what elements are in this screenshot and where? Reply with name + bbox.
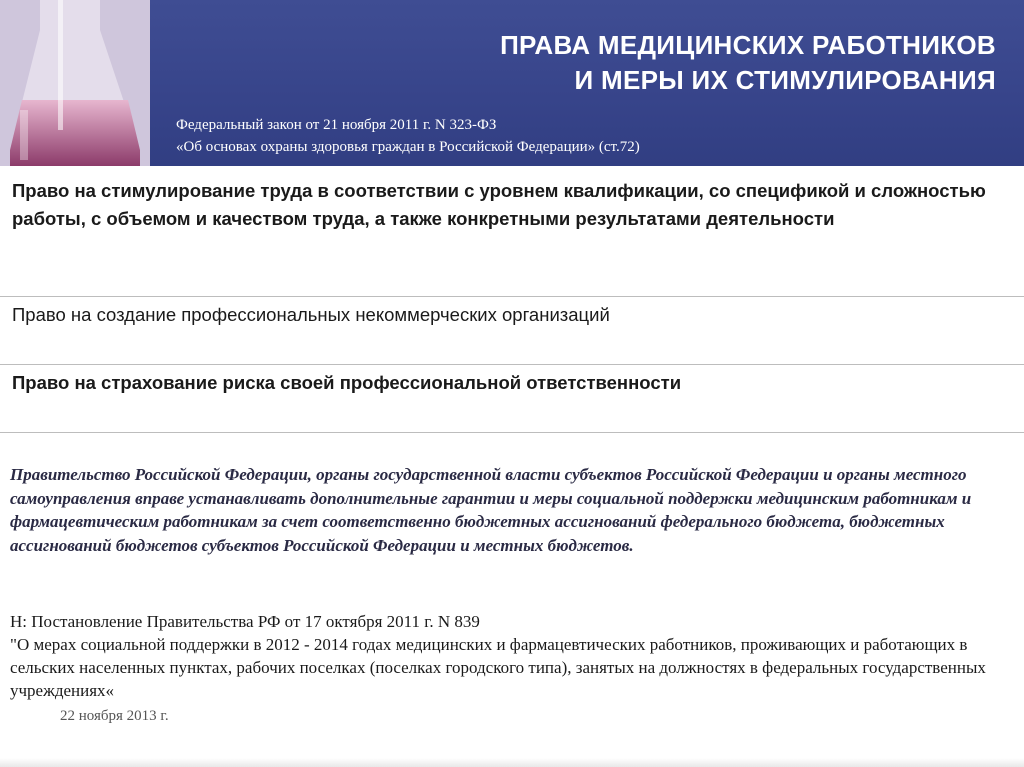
decree-line-2: "О мерах социальной поддержки в 2012 - 2014 годах медицинских и фармацевтических работников, проживающих и работающих в сельских населенных пунктах, рабочих поселках (поселках городского типа), занятых на должностях в федеральных государственных учреждениях« bbox=[10, 635, 986, 700]
law-line-2: «Об основах охраны здоровья граждан в Российской Федерации» (ст.72) bbox=[176, 139, 640, 155]
law-reference bbox=[176, 114, 640, 158]
page-title bbox=[296, 28, 996, 98]
right-item-insurance: Право на страхование риска своей профессиональной ответственности bbox=[0, 365, 1024, 433]
title-line-1: ПРАВА МЕДИЦИНСКИХ РАБОТНИКОВ bbox=[500, 30, 996, 60]
flask-icon bbox=[0, 0, 150, 166]
title-line-2: И МЕРЫ ИХ СТИМУЛИРОВАНИЯ bbox=[574, 65, 996, 95]
slide-date: 22 ноября 2013 г. bbox=[60, 708, 169, 724]
decree-line-1: Н: Постановление Правительства РФ от 17 октября 2011 г. N 839 bbox=[10, 612, 480, 631]
decree-reference bbox=[10, 610, 1015, 702]
right-item-organizations: Право на создание профессиональных некоммерческих организаций bbox=[0, 297, 1024, 365]
header-banner bbox=[0, 0, 1024, 166]
bottom-divider bbox=[0, 758, 1024, 767]
law-line-1: Федеральный закон от 21 ноября 2011 г. N 323-ФЗ bbox=[176, 117, 497, 133]
right-item-stimulation: Право на стимулирование труда в соответствии с уровнем квалификации, со спецификой и сложностью работы, с объемом и качеством труда, а также конкретными результатами деятельности bbox=[0, 166, 1024, 297]
flask-image bbox=[0, 0, 150, 166]
government-note: Правительство Российской Федерации, органы государственной власти субъектов Российской Федерации и органы местного самоуправления вправе устанавливать дополнительные гарантии и меры социальной поддержки медицинским работникам и фармацевтическим работникам за счет соответственно бюджетных ассигнований федерального бюджета, бюджетных ассигнований бюджетов субъектов Российской Федерации и местных бюджетов. bbox=[10, 465, 972, 555]
